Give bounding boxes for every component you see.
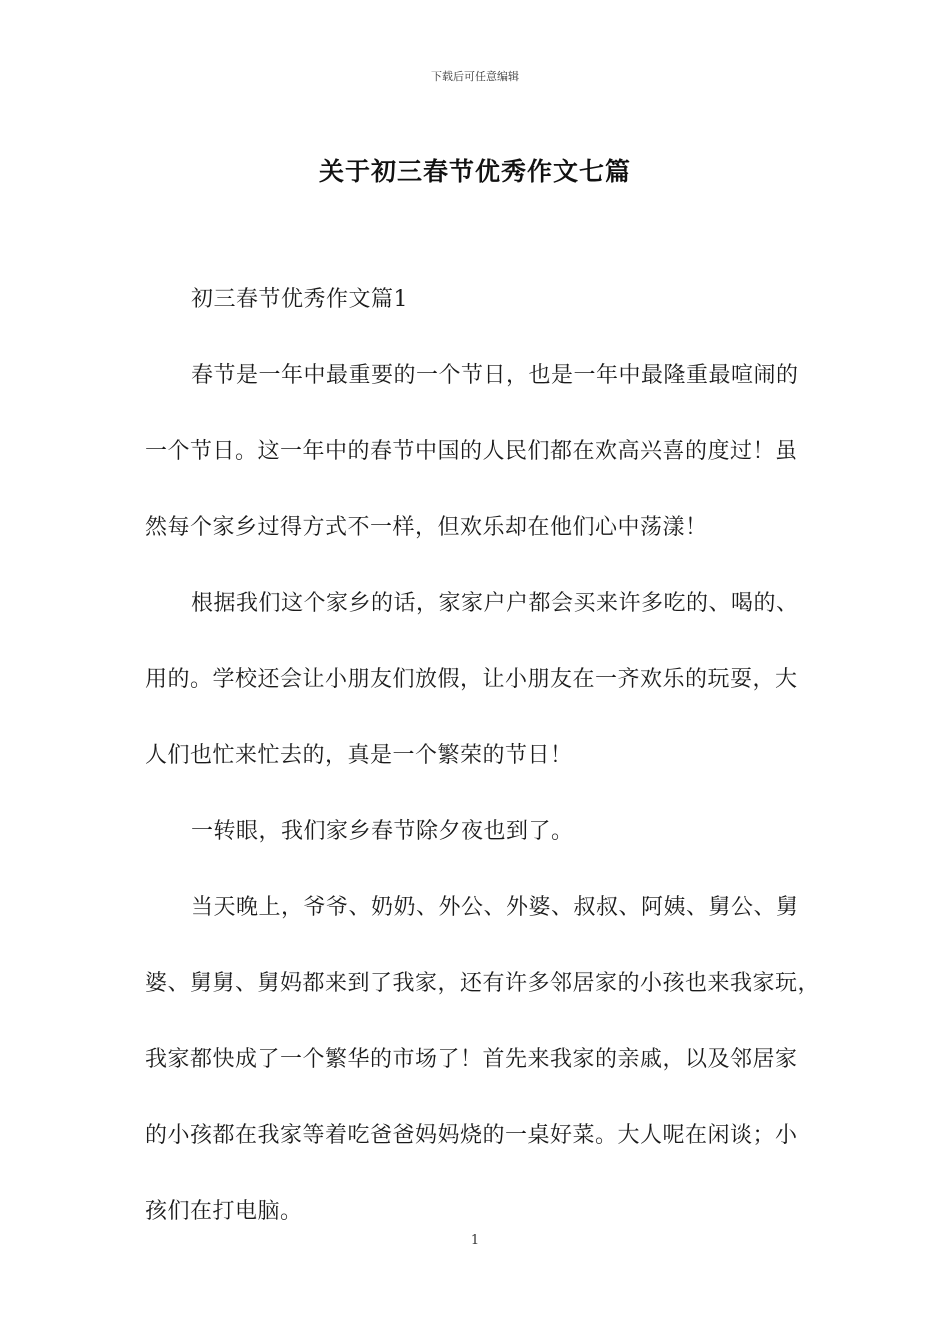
paragraph-line: 用的。学校还会让小朋友们放假，让小朋友在一齐欢乐的玩耍，大 — [145, 667, 798, 692]
page-number: 1 — [470, 1233, 480, 1248]
document-title: 关于初三春节优秀作文七篇 — [318, 157, 631, 186]
paragraph-line: 一个节日。这一年中的春节中国的人民们都在欢高兴喜的度过！虽 — [145, 439, 798, 464]
paragraph-line: 的小孩都在我家等着吃爸爸妈妈烧的一桌好菜。大人呢在闲谈；小 — [145, 1123, 798, 1148]
paragraph-line: 一转眼，我们家乡春节除夕夜也到了。 — [191, 819, 574, 844]
paragraph-line: 当天晚上，爷爷、奶奶、外公、外婆、叔叔、阿姨、舅公、舅 — [191, 895, 799, 920]
document-body — [145, 280, 821, 1268]
section-heading: 初三春节优秀作文篇1 — [191, 287, 408, 312]
paragraph-line: 婆、舅舅、舅妈都来到了我家，还有许多邻居家的小孩也来我家玩， — [145, 971, 821, 996]
paragraph-line: 然每个家乡过得方式不一样，但欢乐却在他们心中荡漾！ — [145, 515, 708, 540]
paragraph-line: 人们也忙来忙去的，真是一个繁荣的节日！ — [145, 743, 573, 768]
header-note: 下载后可任意编辑 — [431, 70, 519, 83]
paragraph-line: 孩们在打电脑。 — [145, 1199, 303, 1224]
paragraph-line: 我家都快成了一个繁华的市场了！首先来我家的亲戚，以及邻居家 — [145, 1047, 798, 1072]
paragraph-line: 根据我们这个家乡的话，家家户户都会买来许多吃的、喝的、 — [191, 591, 799, 616]
paragraph-line: 春节是一年中最重要的一个节日，也是一年中最隆重最喧闹的 — [191, 363, 799, 388]
